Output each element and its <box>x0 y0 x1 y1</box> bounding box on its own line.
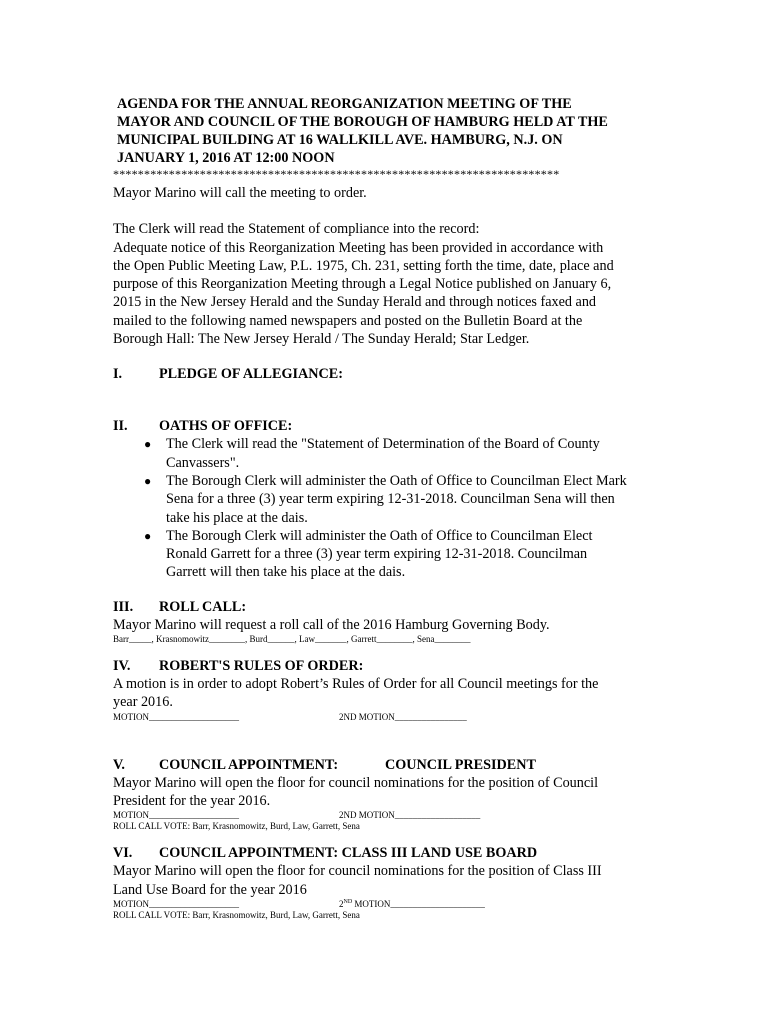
text-line: A motion is in order to adopt Robert’s Rules of Order for all Council meetings for the <box>113 676 599 693</box>
section-title: COUNCIL APPOINTMENT: CLASS III LAND USE BOARD <box>159 845 538 862</box>
oaths-list <box>113 435 673 581</box>
section-number: VI. <box>113 845 133 862</box>
agenda-title <box>113 95 673 167</box>
motion-row <box>113 712 673 723</box>
section-roberts-rules-heading <box>113 657 673 675</box>
compliance-statement <box>113 220 673 348</box>
list-item-line: take his place at the dais. <box>166 509 308 526</box>
roberts-rules-text <box>113 675 673 712</box>
text-line: Mayor Marino will open the floor for council nominations for the position of Class III <box>113 863 602 880</box>
section-number: IV. <box>113 658 131 675</box>
section-pledge-heading <box>113 365 673 383</box>
asterisk-divider: ************************************************************************ <box>113 167 560 181</box>
text-line: year 2016. <box>113 694 173 711</box>
list-item <box>113 435 673 472</box>
motion-row <box>113 810 673 821</box>
section-number: V. <box>113 756 125 773</box>
section-title: COUNCIL APPOINTMENT: <box>159 756 339 773</box>
bullet-icon: ● <box>144 528 152 543</box>
list-item-line: The Clerk will read the "Statement of Determination of the Board of County <box>166 436 600 453</box>
list-item-line: The Borough Clerk will administer the Oath of Office to Councilman Elect Mark <box>166 472 627 489</box>
second-motion-blank: 2ND MOTION________________ <box>339 711 467 722</box>
section-title: ROBERT'S RULES OF ORDER: <box>159 658 364 675</box>
list-item <box>113 472 673 527</box>
compliance-line: 2015 in the New Jersey Herald and the Sunday Herald and through notices faxed and <box>113 294 597 311</box>
roll-call-text: Mayor Marino will request a roll call of the 2016 Hamburg Governing Body. <box>113 616 550 633</box>
section-roll-call-heading <box>113 598 673 616</box>
list-item-line: Canvassers". <box>166 454 240 471</box>
agenda-page <box>113 95 673 921</box>
title-line: JANUARY 1, 2016 AT 12:00 NOON <box>117 150 335 166</box>
ordinal-number: 2 <box>339 898 344 909</box>
call-to-order: Mayor Marino will call the meeting to order. <box>113 185 367 201</box>
roll-call-vote: ROLL CALL VOTE: Barr, Krasnomowitz, Burd, Law, Garrett, Sena <box>113 909 360 920</box>
land-use-board-text <box>113 862 673 899</box>
list-item <box>113 527 673 582</box>
second-motion-label: MOTION_____________________ <box>352 898 485 909</box>
roll-call-vote: ROLL CALL VOTE: Barr, Krasnomowitz, Burd, Law, Garrett, Sena <box>113 821 360 832</box>
title-line: MAYOR AND COUNCIL OF THE BOROUGH OF HAMBURG HELD AT THE <box>117 114 608 130</box>
motion-blank: MOTION____________________ <box>113 711 239 722</box>
compliance-line: the Open Public Meeting Law, P.L. 1975, Ch. 231, setting forth the time, date, place and <box>113 257 614 274</box>
section-title: PLEDGE OF ALLEGIANCE: <box>159 366 343 383</box>
compliance-intro: The Clerk will read the Statement of compliance into the record: <box>113 221 480 238</box>
list-item-line: Ronald Garrett for a three (3) year term expiring 12-31-2018. Councilman <box>166 546 588 563</box>
list-item-line: Garrett will then take his place at the dais. <box>166 564 406 581</box>
section-council-president-heading <box>113 756 673 774</box>
title-line: MUNICIPAL BUILDING AT 16 WALLKILL AVE. HAMBURG, N.J. ON <box>117 132 563 148</box>
list-item-line: The Borough Clerk will administer the Oath of Office to Councilman Elect <box>166 527 593 544</box>
section-title: ROLL CALL: <box>159 598 247 615</box>
motion-row <box>113 899 673 910</box>
compliance-line: mailed to the following named newspapers and posted on the Bulletin Board at the <box>113 312 583 329</box>
council-president-text <box>113 774 673 811</box>
section-oaths-heading <box>113 417 673 435</box>
section-number: II. <box>113 418 128 435</box>
motion-blank: MOTION____________________ <box>113 810 239 821</box>
section-subtitle: COUNCIL PRESIDENT <box>385 756 536 773</box>
section-number: III. <box>113 598 134 615</box>
motion-blank: MOTION____________________ <box>113 898 239 909</box>
compliance-line: Adequate notice of this Reorganization Meeting has been provided in accordance with <box>113 239 604 256</box>
title-line: AGENDA FOR THE ANNUAL REORGANIZATION MEETING OF THE <box>117 96 572 112</box>
section-title: OATHS OF OFFICE: <box>159 418 293 435</box>
bullet-icon: ● <box>144 473 152 488</box>
text-line: Land Use Board for the year 2016 <box>113 881 307 898</box>
section-land-use-board-heading <box>113 844 673 862</box>
text-line: President for the year 2016. <box>113 792 271 809</box>
compliance-line: Borough Hall: The New Jersey Herald / The Sunday Herald; Star Ledger. <box>113 331 530 348</box>
bullet-icon: ● <box>144 437 152 452</box>
section-number: I. <box>113 366 123 383</box>
compliance-line: purpose of this Reorganization Meeting through a Legal Notice published on January 6, <box>113 276 612 293</box>
second-motion-blank: 2ND MOTION___________________ <box>339 810 481 821</box>
ordinal-suffix: ND <box>343 898 353 905</box>
second-motion-blank <box>339 899 485 910</box>
roll-call-blanks: Barr_____, Krasnomowitz________, Burd______, Law_______, Garrett________, Sena________ <box>113 634 471 645</box>
list-item-line: Sena for a three (3) year term expiring 12-31-2018. Councilman Sena will then <box>166 491 615 508</box>
text-line: Mayor Marino will open the floor for council nominations for the position of Council <box>113 774 599 791</box>
